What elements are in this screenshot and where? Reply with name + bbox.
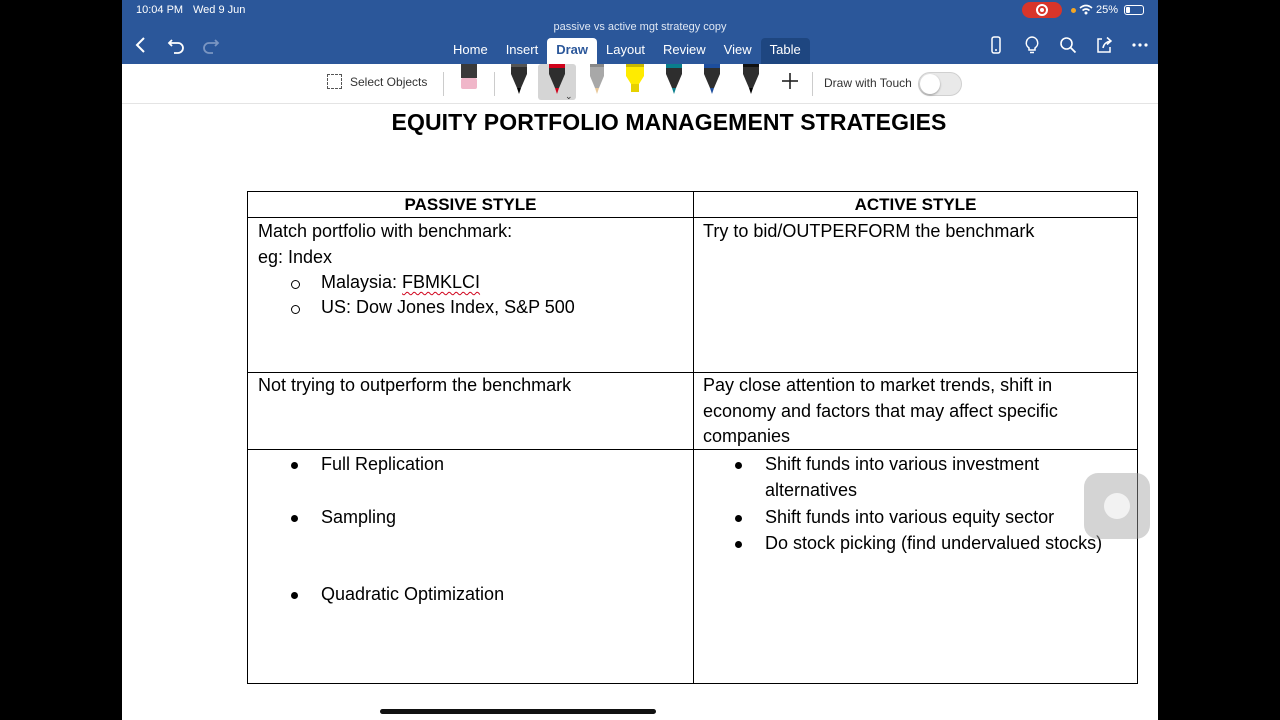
assistive-touch-button[interactable] [1084, 473, 1150, 539]
list-item: Sampling [321, 507, 397, 527]
ribbon-header [122, 0, 1158, 64]
pencil-icon[interactable] [584, 64, 610, 96]
list-item: Quadratic Optimization [321, 584, 505, 604]
document-title: passive vs active mgt strategy copy [553, 21, 727, 33]
list-item: Shift funds into various equity sector [765, 507, 1055, 527]
list-item: Malaysia: FBMKLCI [321, 272, 481, 292]
list-item: Do stock picking (find undervalued stocks) [765, 533, 1103, 553]
status-time: 10:04 PM [136, 4, 184, 16]
mic-indicator-icon [1071, 8, 1076, 13]
circle-bullet-icon [291, 305, 300, 314]
add-pen-icon[interactable] [779, 70, 801, 92]
tab-review[interactable]: Review [663, 42, 706, 57]
phone-view-icon[interactable] [985, 34, 1007, 56]
word-app-window [122, 0, 1158, 720]
table-row-divider [248, 449, 1137, 450]
bullet-icon [291, 515, 298, 522]
draw-with-touch-label: Draw with Touch [824, 76, 912, 90]
passive-row2-text: Not trying to outperform the benchmark [258, 375, 572, 395]
select-objects-icon [327, 74, 342, 89]
lightbulb-icon[interactable] [1021, 34, 1043, 56]
list-item: Full Replication [321, 454, 445, 474]
toolbar-divider [812, 72, 813, 96]
active-row2-line2: economy and factors that may affect specific [703, 401, 1058, 421]
undo-icon[interactable] [165, 34, 187, 56]
highlighter-icon[interactable] [622, 64, 648, 96]
passive-row1-line2: eg: Index [258, 247, 333, 267]
passive-row1-line1: Match portfolio with benchmark: [258, 221, 513, 241]
circle-bullet-icon [291, 280, 300, 289]
blue-pen-icon[interactable] [699, 64, 725, 96]
black-pen-2-icon[interactable] [738, 64, 764, 96]
status-date: Wed 9 Jun [193, 4, 246, 16]
screen-recording-icon[interactable] [1022, 2, 1062, 18]
bullet-icon [291, 592, 298, 599]
home-indicator[interactable] [380, 709, 656, 714]
list-item: Shift funds into various investment [765, 454, 1040, 474]
select-objects-button[interactable] [327, 74, 427, 89]
tab-draw[interactable]: Draw [547, 38, 597, 64]
toolbar-divider [443, 72, 444, 96]
bullet-icon [735, 515, 742, 522]
tab-insert[interactable]: Insert [505, 42, 539, 57]
back-icon[interactable] [130, 34, 152, 56]
search-icon[interactable] [1057, 34, 1079, 56]
redo-icon[interactable] [200, 34, 222, 56]
tab-layout[interactable]: Layout [606, 42, 646, 57]
tab-view[interactable]: View [723, 42, 752, 57]
active-row1-text: Try to bid/OUTPERFORM the benchmark [703, 221, 1035, 241]
bullet-icon [291, 462, 298, 469]
black-pen-icon[interactable] [506, 64, 532, 96]
bullet-icon [735, 541, 742, 548]
spelling-flagged-word[interactable]: FBMKLCI [402, 272, 481, 292]
toolbar-divider [494, 72, 495, 96]
table-column-divider [693, 192, 694, 683]
chevron-down-icon[interactable]: ⌄ [565, 91, 573, 101]
active-row2-line1: Pay close attention to market trends, shift in [703, 375, 1053, 395]
strategy-table [247, 191, 1138, 684]
tab-table[interactable]: Table [761, 38, 810, 64]
tab-home[interactable]: Home [453, 42, 488, 57]
select-objects-label: Select Objects [350, 74, 428, 89]
share-icon[interactable] [1093, 34, 1115, 56]
active-style-header: ACTIVE STYLE [854, 195, 977, 214]
passive-style-header: PASSIVE STYLE [404, 195, 537, 214]
bullet-icon [735, 462, 742, 469]
ribbon-tabs [444, 38, 810, 64]
battery-icon [1124, 5, 1144, 15]
teal-pen-icon[interactable] [661, 64, 687, 96]
table-row-divider [248, 217, 1137, 218]
draw-with-touch-toggle[interactable] [918, 72, 962, 96]
draw-toolbar [122, 64, 1158, 104]
document-heading: EQUITY PORTFOLIO MANAGEMENT STRATEGIES [391, 109, 947, 135]
list-item: US: Dow Jones Index, S&P 500 [321, 297, 575, 317]
eraser-icon[interactable] [456, 64, 482, 96]
list-item-continuation: alternatives [765, 480, 858, 500]
wifi-icon [1079, 4, 1093, 15]
battery-percentage: 25% [1096, 4, 1119, 16]
active-row2-line3: companies [703, 426, 791, 446]
more-options-icon[interactable] [1129, 34, 1151, 56]
